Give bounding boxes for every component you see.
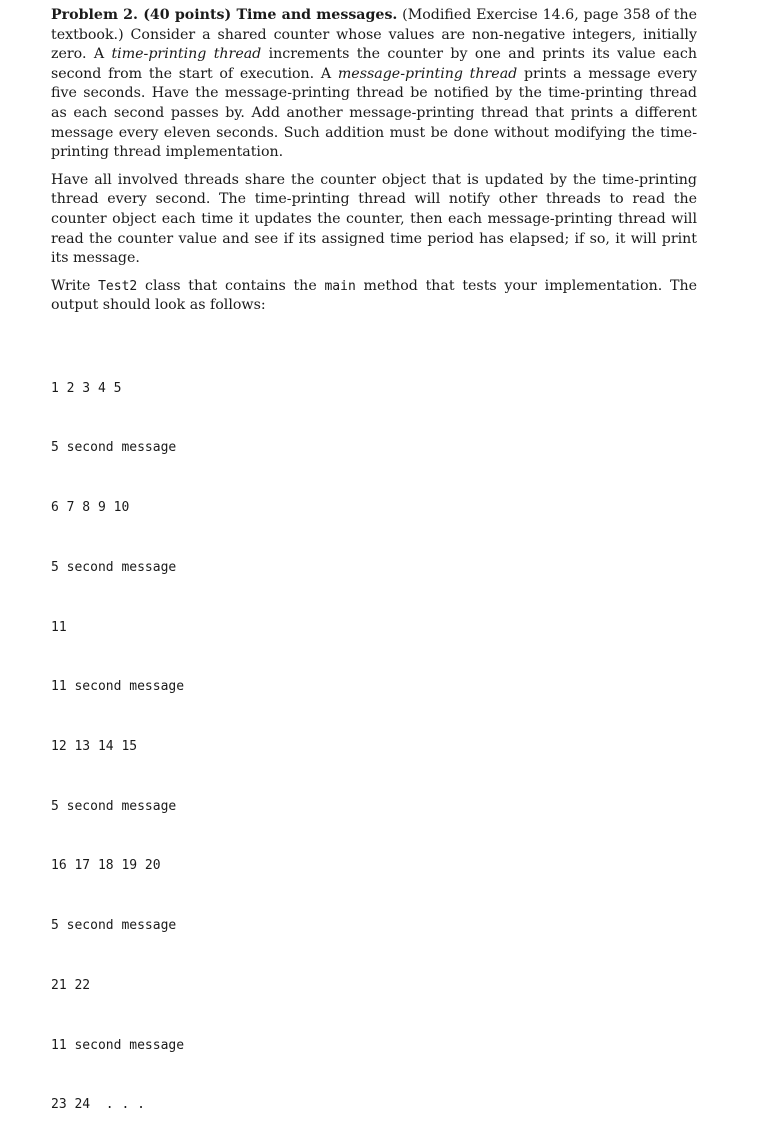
message-printing-thread-term: message-printing thread: [337, 65, 518, 82]
problem-heading: Problem 2. (40 points) Time and messages.: [51, 7, 398, 23]
output-line: 5 second message: [51, 918, 177, 934]
problem-text-1a: (Modified Exercise 14.6, page 358 of the textbook.) Consider a shared counter whose values are non-negative integers, initially zero. A: [51, 7, 697, 63]
problem-document: [51, 6, 697, 1136]
test-text-a: Write: [51, 277, 99, 294]
output-line: 11: [51, 619, 67, 635]
time-printing-thread-term: time-printing thread: [111, 46, 262, 63]
problem-text-1c: prints a message every five seconds. Have the message-printing thread be notified by the time-printing thread as each second passes by. Add another message-printing thread that prints a different message every eleven seconds. Such addition must be done without modifying the time-printing thread implementation.: [51, 65, 697, 161]
test2-class-code: Test2: [98, 278, 138, 294]
output-line: 21 22: [51, 977, 91, 993]
output-line: 5 second message: [51, 798, 177, 814]
output-line: 1 2 3 4 5: [51, 380, 122, 396]
output-line: 12 13 14 15: [51, 739, 138, 755]
output-line: 16 17 18 19 20: [51, 858, 161, 874]
test-class-paragraph: [51, 277, 697, 316]
problem-text-1b: increments the counter by one and prints its value each second from the start of execution. A: [51, 46, 697, 82]
output-line: 11 second message: [51, 1037, 185, 1053]
output-line: 6 7 8 9 10: [51, 500, 130, 516]
output-line: 5 second message: [51, 440, 177, 456]
test-text-b: class that contains the: [137, 277, 325, 294]
expected-output-block: [51, 339, 697, 1136]
test-text-c: method that tests your implementation. The output should look as follows:: [51, 277, 697, 314]
output-line: 11 second message: [51, 679, 185, 695]
shared-counter-paragraph: Have all involved threads share the counter object that is updated by the time-printing thread every second. The time-printing thread will notify other threads to read the counter object each time it updates the counter, then each message-printing thread will read the counter value and see if its assigned time period has elapsed; if so, it will print its message.: [51, 171, 697, 267]
main-method-code: main: [324, 278, 356, 294]
output-line: 5 second message: [51, 559, 177, 575]
problem-description-paragraph: [51, 6, 697, 163]
output-line: 23 24 . . .: [51, 1097, 145, 1113]
